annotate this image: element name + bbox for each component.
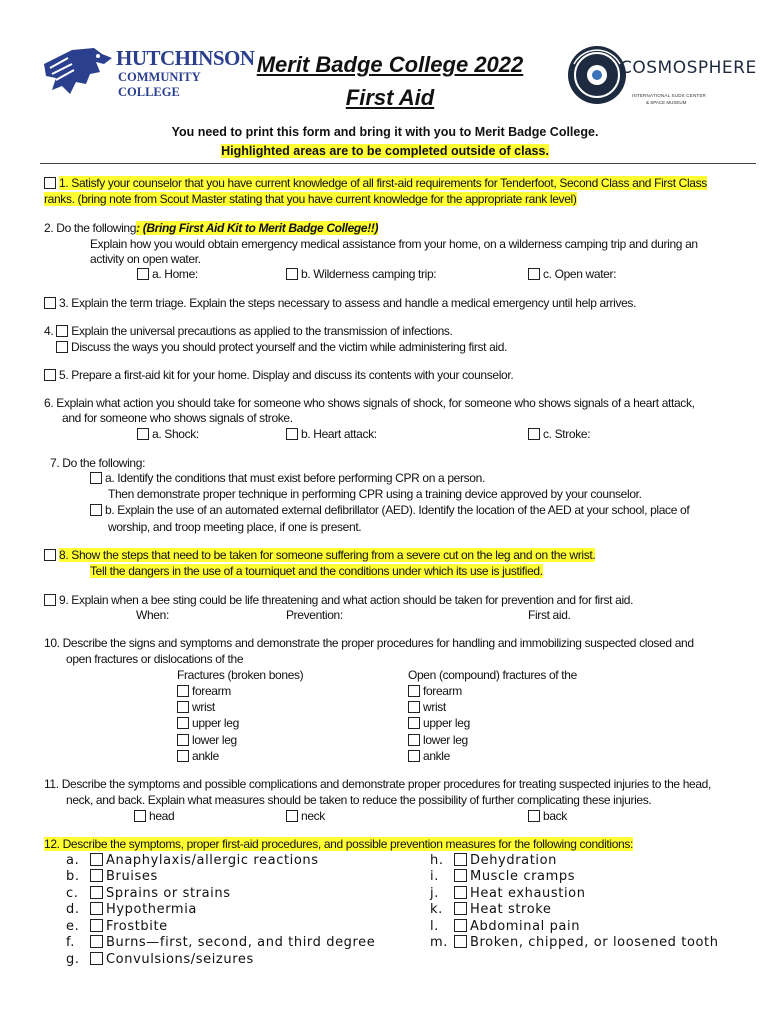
req-10-cont: open fractures or dislocations of the bbox=[66, 652, 244, 666]
req-2-option-a bbox=[137, 267, 198, 282]
req-9-checkbox[interactable] bbox=[44, 594, 56, 606]
hcc-name-line2: COMMUNITY COLLEGE bbox=[118, 70, 201, 99]
open-fracture-item bbox=[408, 716, 470, 731]
req-8-text-2: Tell the dangers in the use of a tourniquet and the conditions under which its use is justified. bbox=[90, 564, 543, 578]
req-2 bbox=[44, 221, 378, 236]
highlight-note-row bbox=[0, 144, 770, 158]
cosmosphere-logo bbox=[566, 44, 757, 110]
condition-letter: d. bbox=[66, 902, 80, 917]
condition-b-checkbox[interactable] bbox=[90, 869, 103, 882]
condition-item bbox=[66, 886, 231, 902]
closed-fracture-item bbox=[177, 733, 237, 748]
req-2-c-checkbox[interactable] bbox=[528, 268, 540, 280]
condition-item bbox=[66, 935, 375, 951]
req-1-text: 1. Satisfy your counselor that you have current knowledge of all first-aid requirements for Tenderfoot, Second Class and First Class bbox=[59, 176, 707, 190]
closed-wrist-checkbox[interactable] bbox=[177, 701, 189, 713]
req-11-option-back bbox=[528, 809, 567, 824]
condition-item bbox=[66, 902, 197, 918]
req-9 bbox=[44, 593, 633, 608]
req-6-b-label: b. Heart attack: bbox=[301, 427, 377, 441]
hcc-name-line1: HUTCHINSON bbox=[116, 46, 255, 70]
req-9-first-aid: First aid. bbox=[528, 608, 571, 622]
condition-c-checkbox[interactable] bbox=[90, 886, 103, 899]
req-9-prevention: Prevention: bbox=[286, 608, 343, 622]
condition-m-checkbox[interactable] bbox=[454, 935, 467, 948]
req-4-prefix: 4. bbox=[44, 324, 54, 338]
req-11-back-checkbox[interactable] bbox=[528, 810, 540, 822]
condition-label: Dehydration bbox=[470, 853, 558, 868]
req-8 bbox=[44, 548, 595, 563]
hutchinson-logo bbox=[42, 44, 255, 106]
open-ankle-checkbox[interactable] bbox=[408, 750, 420, 762]
condition-label: Burns—first, second, and third degree bbox=[106, 935, 376, 950]
open-fracture-item bbox=[408, 749, 450, 764]
open-wrist-checkbox[interactable] bbox=[408, 701, 420, 713]
open-wrist-label: wrist bbox=[423, 700, 446, 714]
req-11-cont: neck, and back. Explain what measures should be taken to reduce the possibility of further complicating these injuries. bbox=[66, 793, 652, 807]
condition-letter: h. bbox=[430, 853, 444, 868]
condition-label: Bruises bbox=[106, 869, 158, 884]
condition-e-checkbox[interactable] bbox=[90, 919, 103, 932]
req-4 bbox=[44, 324, 453, 339]
req-8-checkbox[interactable] bbox=[44, 549, 56, 561]
header-divider bbox=[40, 163, 756, 164]
condition-d-checkbox[interactable] bbox=[90, 902, 103, 915]
condition-item bbox=[430, 935, 719, 951]
req-6-cont: and for someone who shows signals of stroke. bbox=[62, 411, 293, 425]
req-9-text: 9. Explain when a bee sting could be life threatening and what action should be taken for prevention and for first aid. bbox=[59, 593, 634, 607]
condition-item bbox=[430, 902, 552, 918]
page-title: Merit Badge College 2022 bbox=[256, 52, 524, 77]
req-2-c-label: c. Open water: bbox=[543, 267, 617, 281]
req-11-option-neck bbox=[286, 809, 325, 824]
dragon-mascot-icon bbox=[42, 44, 114, 106]
req-11: 11. Describe the symptoms and possible complications and demonstrate proper procedures for treating suspected injuries to the head, bbox=[44, 777, 711, 791]
req-11-head-label: head bbox=[149, 809, 175, 823]
closed-wrist-label: wrist bbox=[192, 700, 215, 714]
condition-letter: m. bbox=[430, 935, 448, 950]
req-5-checkbox[interactable] bbox=[44, 369, 56, 381]
closed-fracture-item bbox=[177, 700, 215, 715]
req-12 bbox=[44, 837, 633, 852]
page-subtitle: First Aid bbox=[345, 85, 435, 110]
req-2-kit-note: : (Bring First Aid Kit to Merit Badge College!!) bbox=[136, 221, 379, 235]
condition-label: Frostbite bbox=[106, 919, 168, 934]
closed-upper-leg-checkbox[interactable] bbox=[177, 717, 189, 729]
open-upper-leg-label: upper leg bbox=[423, 716, 470, 730]
condition-label: Sprains or strains bbox=[106, 886, 231, 901]
condition-label: Anaphylaxis/allergic reactions bbox=[106, 853, 319, 868]
open-lower-leg-label: lower leg bbox=[423, 733, 468, 747]
condition-letter: e. bbox=[66, 919, 80, 934]
req-2-option-c bbox=[528, 267, 616, 282]
condition-letter: k. bbox=[430, 902, 443, 917]
condition-item bbox=[66, 869, 158, 885]
req-7-b-checkbox[interactable] bbox=[90, 504, 102, 516]
req-6-option-c bbox=[528, 427, 590, 442]
req-2-b-label: b. Wilderness camping trip: bbox=[301, 267, 437, 281]
req-2-a-checkbox[interactable] bbox=[137, 268, 149, 280]
req-2-lead: 2. Do the following bbox=[44, 221, 137, 235]
req-6-option-b bbox=[286, 427, 377, 442]
req-11-back-label: back bbox=[543, 809, 567, 823]
req-2-b-checkbox[interactable] bbox=[286, 268, 298, 280]
condition-a-checkbox[interactable] bbox=[90, 853, 103, 866]
condition-letter: c. bbox=[66, 886, 79, 901]
req-6-c-label: c. Stroke: bbox=[543, 427, 591, 441]
req-7-a-checkbox[interactable] bbox=[90, 472, 102, 484]
condition-i-checkbox[interactable] bbox=[454, 869, 467, 882]
req-1-text-2: ranks. (bring note from Scout Master stating that you have current knowledge for the appropriate rank level) bbox=[44, 192, 577, 206]
req-3-text: 3. Explain the term triage. Explain the steps necessary to assess and handle a medical emergency until help arrives. bbox=[59, 296, 637, 310]
condition-label: Abdominal pain bbox=[470, 919, 581, 934]
condition-label: Muscle cramps bbox=[470, 869, 576, 884]
req-4b bbox=[56, 340, 507, 355]
closed-fracture-item bbox=[177, 749, 219, 764]
req-4b-text: Discuss the ways you should protect yourself and the victim while administering first aid. bbox=[71, 340, 508, 354]
highlight-note: Highlighted areas are to be completed outside of class. bbox=[221, 144, 549, 158]
condition-label: Convulsions/seizures bbox=[106, 952, 254, 967]
closed-lower-leg-label: lower leg bbox=[192, 733, 237, 747]
req-9-when: When: bbox=[136, 608, 169, 622]
req-6-option-a bbox=[137, 427, 199, 442]
condition-item bbox=[430, 853, 557, 869]
req-2-explain: Explain how you would obtain emergency medical assistance from your home, on a wilderness camping trip and during an bbox=[90, 237, 698, 251]
open-fracture-item bbox=[408, 700, 446, 715]
req-4-text: Explain the universal precautions as applied to the transmission of infections. bbox=[71, 324, 453, 338]
condition-g-checkbox[interactable] bbox=[90, 952, 103, 965]
condition-item bbox=[430, 869, 575, 885]
condition-item bbox=[430, 886, 586, 902]
closed-forearm-checkbox[interactable] bbox=[177, 685, 189, 697]
req-10-closed-heading: Fractures (broken bones) bbox=[177, 668, 304, 682]
condition-item bbox=[66, 952, 254, 968]
closed-forearm-label: forearm bbox=[192, 684, 231, 698]
open-fracture-item bbox=[408, 684, 462, 699]
condition-label: Heat exhaustion bbox=[470, 886, 586, 901]
req-11-neck-label: neck bbox=[301, 809, 325, 823]
req-4a-checkbox[interactable] bbox=[56, 325, 68, 337]
condition-letter: i. bbox=[430, 869, 439, 884]
condition-item bbox=[66, 919, 168, 935]
closed-fracture-item bbox=[177, 716, 239, 731]
req-2-a-label: a. Home: bbox=[152, 267, 198, 281]
cosmosphere-tagline1: INTERNATIONAL SUDS CENTER bbox=[632, 93, 707, 98]
cosmosphere-name: COSMOSPHERE bbox=[620, 58, 757, 78]
req-1-checkbox[interactable] bbox=[44, 177, 56, 189]
closed-upper-leg-label: upper leg bbox=[192, 716, 239, 730]
req-5-text: 5. Prepare a first-aid kit for your home. Display and discuss its contents with your counselor. bbox=[59, 368, 514, 382]
condition-f-checkbox[interactable] bbox=[90, 935, 103, 948]
req-7-a-text: a. Identify the conditions that must exist before performing CPR on a person. bbox=[105, 471, 485, 485]
req-6-b-checkbox[interactable] bbox=[286, 428, 298, 440]
req-10: 10. Describe the signs and symptoms and demonstrate the proper procedures for handling and immobilizing suspected closed and bbox=[44, 636, 694, 650]
req-1-cont bbox=[44, 192, 577, 207]
req-2-option-b bbox=[286, 267, 436, 282]
open-fracture-item bbox=[408, 733, 468, 748]
req-10-open-heading: Open (compound) fractures of the bbox=[408, 668, 577, 682]
condition-item bbox=[66, 853, 319, 869]
condition-h-checkbox[interactable] bbox=[454, 853, 467, 866]
condition-letter: l. bbox=[430, 919, 439, 934]
req-7-b-cont: worship, and troop meeting place, if one is present. bbox=[108, 520, 362, 534]
req-1 bbox=[44, 176, 707, 191]
condition-label: Broken, chipped, or loosened tooth bbox=[470, 935, 719, 950]
req-3 bbox=[44, 296, 636, 311]
req-7-a-cont: Then demonstrate proper technique in performing CPR using a training device approved by your counselor. bbox=[108, 487, 642, 501]
req-12-text: 12. Describe the symptoms, proper first-aid procedures, and possible prevention measures for the following conditions: bbox=[44, 837, 634, 851]
condition-letter: a. bbox=[66, 853, 80, 868]
req-4b-checkbox[interactable] bbox=[56, 341, 68, 353]
condition-label: Heat stroke bbox=[470, 902, 552, 917]
condition-item bbox=[430, 919, 580, 935]
closed-fracture-item bbox=[177, 684, 231, 699]
req-7-a bbox=[90, 471, 485, 486]
req-7-b-text: b. Explain the use of an automated external defibrillator (AED). Identify the location of the AED at your school, place of bbox=[105, 503, 690, 517]
req-6-a-label: a. Shock: bbox=[152, 427, 199, 441]
condition-k-checkbox[interactable] bbox=[454, 902, 467, 915]
req-8-text: 8. Show the steps that need to be taken for someone suffering from a severe cut on the leg and on the wrist. bbox=[59, 548, 596, 562]
condition-letter: j. bbox=[430, 886, 439, 901]
req-7: 7. Do the following: bbox=[50, 456, 146, 470]
req-7-b bbox=[90, 503, 689, 518]
condition-j-checkbox[interactable] bbox=[454, 886, 467, 899]
condition-letter: g. bbox=[66, 952, 80, 967]
closed-lower-leg-checkbox[interactable] bbox=[177, 734, 189, 746]
req-3-checkbox[interactable] bbox=[44, 297, 56, 309]
open-ankle-label: ankle bbox=[423, 749, 450, 763]
condition-l-checkbox[interactable] bbox=[454, 919, 467, 932]
closed-ankle-checkbox[interactable] bbox=[177, 750, 189, 762]
open-forearm-label: forearm bbox=[423, 684, 462, 698]
req-6-c-checkbox[interactable] bbox=[528, 428, 540, 440]
req-11-head-checkbox[interactable] bbox=[134, 810, 146, 822]
open-forearm-checkbox[interactable] bbox=[408, 685, 420, 697]
condition-letter: b. bbox=[66, 869, 80, 884]
open-lower-leg-checkbox[interactable] bbox=[408, 734, 420, 746]
open-upper-leg-checkbox[interactable] bbox=[408, 717, 420, 729]
print-instruction: You need to print this form and bring it with you to Merit Badge College. bbox=[171, 125, 599, 139]
cosmosphere-emblem-icon bbox=[566, 44, 628, 106]
cosmosphere-tagline2: & SPACE MUSEUM bbox=[646, 100, 687, 105]
req-6-a-checkbox[interactable] bbox=[137, 428, 149, 440]
req-5 bbox=[44, 368, 513, 383]
req-11-neck-checkbox[interactable] bbox=[286, 810, 298, 822]
req-8-cont bbox=[90, 564, 543, 579]
req-6: 6. Explain what action you should take for someone who shows signals of shock, for someone who shows signals of a heart attack, bbox=[44, 396, 695, 410]
condition-label: Hypothermia bbox=[106, 902, 197, 917]
closed-ankle-label: ankle bbox=[192, 749, 219, 763]
req-11-option-head bbox=[134, 809, 174, 824]
req-2-explain-2: activity on open water. bbox=[90, 252, 201, 266]
condition-letter: f. bbox=[66, 935, 75, 950]
